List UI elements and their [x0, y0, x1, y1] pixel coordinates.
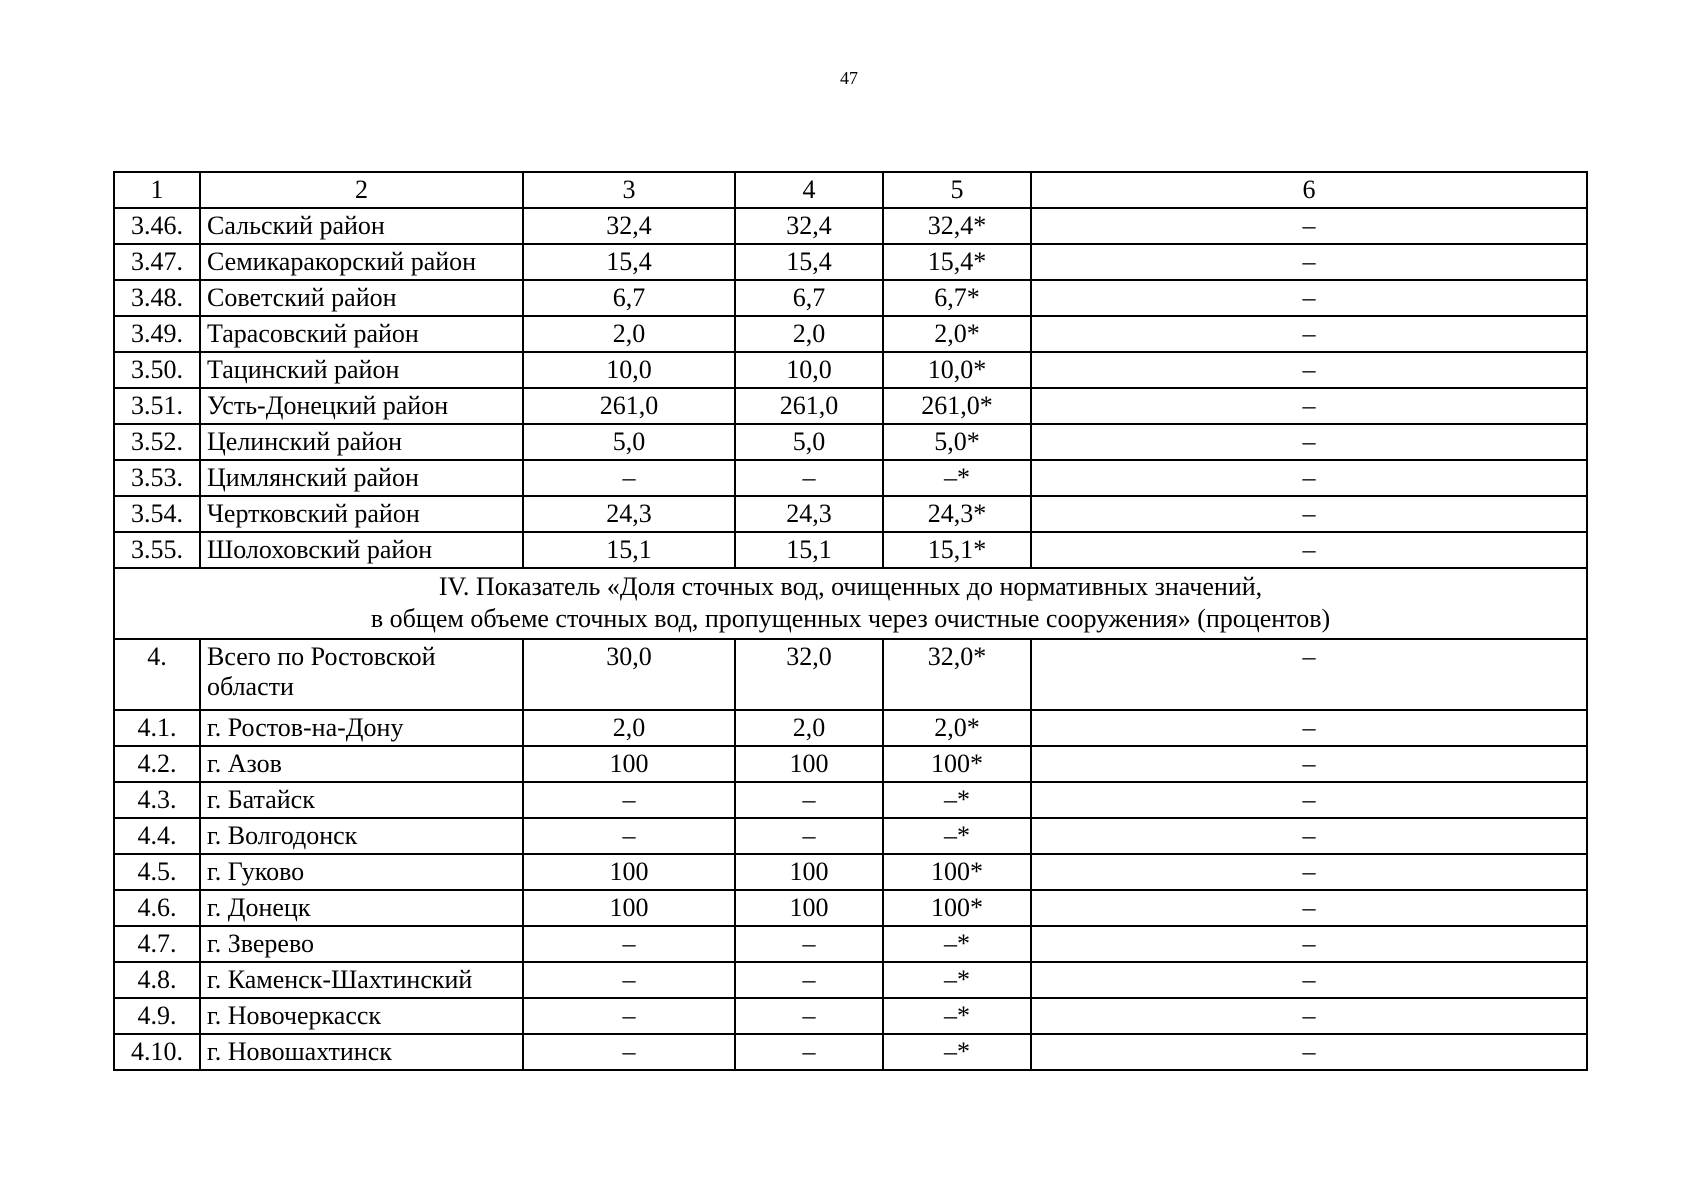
column-number: 1	[114, 172, 200, 208]
value-col-3: 2,0	[523, 316, 735, 352]
table-row	[114, 746, 1587, 782]
table-row	[114, 244, 1587, 280]
table-row	[114, 818, 1587, 854]
value-col-5: –*	[883, 962, 1031, 998]
value-col-4: 6,7	[735, 280, 883, 316]
section-heading-row	[114, 568, 1587, 639]
row-name: Тарасовский район	[200, 316, 523, 352]
section-heading-line: IV. Показатель «Доля сточных вод, очищенных до нормативных значений,	[438, 572, 1263, 601]
value-col-4: –	[735, 926, 883, 962]
column-number: 3	[523, 172, 735, 208]
value-col-5: 24,3*	[883, 496, 1031, 532]
column-number: 4	[735, 172, 883, 208]
table-row	[114, 1034, 1587, 1070]
table-row	[114, 854, 1587, 890]
value-col-6: –	[1031, 388, 1587, 424]
row-number: 3.53.	[114, 460, 200, 496]
value-col-6: –	[1031, 424, 1587, 460]
row-name: г. Гуково	[200, 854, 523, 890]
value-col-3: 100	[523, 746, 735, 782]
value-col-3: 2,0	[523, 710, 735, 746]
row-number: 4.10.	[114, 1034, 200, 1070]
table-row	[114, 460, 1587, 496]
value-col-4: 24,3	[735, 496, 883, 532]
value-col-3: 32,4	[523, 208, 735, 244]
table-row	[114, 388, 1587, 424]
table-row	[114, 998, 1587, 1034]
row-number: 3.47.	[114, 244, 200, 280]
value-col-5: 261,0*	[883, 388, 1031, 424]
table-row	[114, 496, 1587, 532]
indicator-table	[113, 171, 1588, 1071]
row-name: г. Азов	[200, 746, 523, 782]
table-row	[114, 280, 1587, 316]
value-col-4: 32,0	[735, 639, 883, 710]
table-row	[114, 926, 1587, 962]
row-name: г. Донецк	[200, 890, 523, 926]
value-col-4: 100	[735, 854, 883, 890]
row-number: 4.7.	[114, 926, 200, 962]
row-number: 4.	[114, 639, 200, 710]
row-name: Тацинский район	[200, 352, 523, 388]
value-col-3: –	[523, 962, 735, 998]
row-number: 3.54.	[114, 496, 200, 532]
page-number: 47	[840, 68, 858, 88]
value-col-6: –	[1031, 1034, 1587, 1070]
row-name: Чертковский район	[200, 496, 523, 532]
row-number: 3.50.	[114, 352, 200, 388]
section-heading-line: в общем объеме сточных вод, пропущенных через очистные сооружения» (процентов)	[370, 604, 1331, 633]
table-row	[114, 890, 1587, 926]
value-col-6: –	[1031, 496, 1587, 532]
value-col-6: –	[1031, 818, 1587, 854]
row-number: 4.2.	[114, 746, 200, 782]
value-col-3: –	[523, 818, 735, 854]
row-number: 3.52.	[114, 424, 200, 460]
row-number: 4.5.	[114, 854, 200, 890]
row-number: 4.6.	[114, 890, 200, 926]
value-col-3: –	[523, 926, 735, 962]
value-col-5: 6,7*	[883, 280, 1031, 316]
value-col-6: –	[1031, 854, 1587, 890]
row-name: г. Волгодонск	[200, 818, 523, 854]
value-col-3: 100	[523, 854, 735, 890]
table-row	[114, 352, 1587, 388]
row-name: г. Батайск	[200, 782, 523, 818]
value-col-3: 100	[523, 890, 735, 926]
value-col-4: –	[735, 1034, 883, 1070]
total-row	[114, 639, 1587, 710]
value-col-4: –	[735, 460, 883, 496]
row-name: Цимлянский район	[200, 460, 523, 496]
table-row	[114, 208, 1587, 244]
value-col-6: –	[1031, 998, 1587, 1034]
value-col-3: 24,3	[523, 496, 735, 532]
value-col-4: –	[735, 782, 883, 818]
table-body	[114, 172, 1587, 1070]
value-col-5: –*	[883, 782, 1031, 818]
value-col-6: –	[1031, 316, 1587, 352]
value-col-3: –	[523, 998, 735, 1034]
value-col-6: –	[1031, 782, 1587, 818]
row-number: 3.51.	[114, 388, 200, 424]
value-col-4: 32,4	[735, 208, 883, 244]
row-name: Советский район	[200, 280, 523, 316]
row-name: г. Ростов-на-Дону	[200, 710, 523, 746]
value-col-5: 32,0*	[883, 639, 1031, 710]
column-number-row	[114, 172, 1587, 208]
row-number: 4.3.	[114, 782, 200, 818]
row-name: Целинский район	[200, 424, 523, 460]
row-name: г. Новошахтинск	[200, 1034, 523, 1070]
table-row	[114, 316, 1587, 352]
column-number: 2	[200, 172, 523, 208]
value-col-4: 2,0	[735, 710, 883, 746]
row-name: г. Новочеркасск	[200, 998, 523, 1034]
row-number: 4.8.	[114, 962, 200, 998]
row-number: 3.46.	[114, 208, 200, 244]
value-col-6: –	[1031, 244, 1587, 280]
value-col-6: –	[1031, 746, 1587, 782]
value-col-6: –	[1031, 280, 1587, 316]
value-col-5: 100*	[883, 890, 1031, 926]
value-col-5: 15,1*	[883, 532, 1031, 568]
value-col-5: –*	[883, 926, 1031, 962]
value-col-6: –	[1031, 208, 1587, 244]
row-name-line: Всего по Ростовской	[207, 642, 436, 671]
value-col-5: 100*	[883, 746, 1031, 782]
row-name: Сальский район	[200, 208, 523, 244]
value-col-4: –	[735, 962, 883, 998]
row-name: Усть-Донецкий район	[200, 388, 523, 424]
value-col-5: 2,0*	[883, 710, 1031, 746]
value-col-6: –	[1031, 890, 1587, 926]
value-col-6: –	[1031, 926, 1587, 962]
value-col-5: 15,4*	[883, 244, 1031, 280]
table-row	[114, 710, 1587, 746]
value-col-4: –	[735, 818, 883, 854]
value-col-3: 6,7	[523, 280, 735, 316]
value-col-5: 5,0*	[883, 424, 1031, 460]
row-name: г. Каменск-Шахтинский	[200, 962, 523, 998]
row-number: 4.1.	[114, 710, 200, 746]
row-number: 3.49.	[114, 316, 200, 352]
value-col-5: –*	[883, 460, 1031, 496]
row-name: г. Зверево	[200, 926, 523, 962]
value-col-5: 10,0*	[883, 352, 1031, 388]
value-col-5: –*	[883, 818, 1031, 854]
column-number: 6	[1031, 172, 1587, 208]
value-col-6: –	[1031, 532, 1587, 568]
value-col-4: 261,0	[735, 388, 883, 424]
value-col-3: –	[523, 460, 735, 496]
value-col-6: –	[1031, 352, 1587, 388]
value-col-3: 15,1	[523, 532, 735, 568]
value-col-4: 5,0	[735, 424, 883, 460]
value-col-4: 2,0	[735, 316, 883, 352]
value-col-3: 10,0	[523, 352, 735, 388]
row-name: Семикаракорский район	[200, 244, 523, 280]
value-col-4: 15,1	[735, 532, 883, 568]
value-col-4: 100	[735, 746, 883, 782]
table-row	[114, 962, 1587, 998]
value-col-6: –	[1031, 962, 1587, 998]
row-number: 3.48.	[114, 280, 200, 316]
value-col-3: 15,4	[523, 244, 735, 280]
value-col-4: 100	[735, 890, 883, 926]
table-row	[114, 532, 1587, 568]
value-col-3: –	[523, 782, 735, 818]
row-name-line: области	[207, 672, 294, 701]
value-col-5: –*	[883, 998, 1031, 1034]
column-number: 5	[883, 172, 1031, 208]
value-col-6: –	[1031, 460, 1587, 496]
value-col-5: –*	[883, 1034, 1031, 1070]
value-col-6: –	[1031, 710, 1587, 746]
table-row	[114, 782, 1587, 818]
value-col-4: 15,4	[735, 244, 883, 280]
value-col-5: 32,4*	[883, 208, 1031, 244]
value-col-5: 100*	[883, 854, 1031, 890]
table-row	[114, 424, 1587, 460]
row-name	[200, 639, 523, 710]
value-col-4: –	[735, 998, 883, 1034]
value-col-6: –	[1031, 639, 1587, 710]
value-col-3: –	[523, 1034, 735, 1070]
value-col-3: 5,0	[523, 424, 735, 460]
row-number: 4.4.	[114, 818, 200, 854]
section-heading	[114, 568, 1587, 639]
value-col-5: 2,0*	[883, 316, 1031, 352]
value-col-3: 261,0	[523, 388, 735, 424]
row-name: Шолоховский район	[200, 532, 523, 568]
row-number: 4.9.	[114, 998, 200, 1034]
value-col-4: 10,0	[735, 352, 883, 388]
value-col-3: 30,0	[523, 639, 735, 710]
row-number: 3.55.	[114, 532, 200, 568]
